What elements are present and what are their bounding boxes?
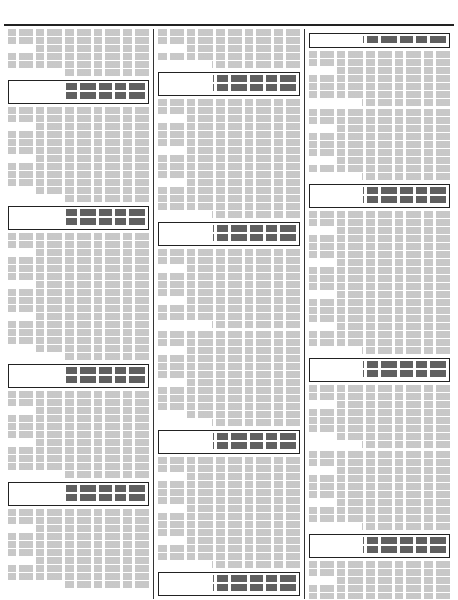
text-line-placeholder xyxy=(36,123,149,130)
section xyxy=(309,184,450,354)
text-line-placeholder xyxy=(187,115,300,122)
text-line-placeholder xyxy=(309,51,450,58)
text-line-placeholder xyxy=(36,439,149,446)
text-line-placeholder xyxy=(309,283,450,290)
text-line-placeholder xyxy=(8,509,149,516)
text-line-placeholder xyxy=(8,171,149,178)
section-heading-line xyxy=(162,584,295,593)
text-line-placeholder xyxy=(8,463,149,470)
text-line-placeholder xyxy=(158,553,299,560)
text-line-placeholder xyxy=(158,257,299,264)
section-heading xyxy=(309,534,450,558)
text-line-placeholder xyxy=(309,91,450,98)
text-line-placeholder xyxy=(8,233,149,240)
text-line-placeholder xyxy=(158,395,299,402)
section-heading-line xyxy=(12,376,145,385)
text-line-placeholder xyxy=(187,379,300,386)
section xyxy=(8,80,149,202)
text-line-placeholder xyxy=(158,107,299,114)
text-line-placeholder xyxy=(158,99,299,106)
section-heading xyxy=(309,358,450,382)
text-line-placeholder xyxy=(309,339,450,346)
text-line-placeholder xyxy=(158,273,299,280)
section xyxy=(158,222,299,426)
text-line-placeholder xyxy=(362,441,450,448)
text-line-placeholder xyxy=(363,537,446,544)
text-line-placeholder xyxy=(8,447,149,454)
section-heading-line xyxy=(162,433,295,442)
section-heading xyxy=(158,222,299,246)
text-line-placeholder xyxy=(309,117,450,124)
text-line-placeholder xyxy=(309,451,450,458)
section xyxy=(309,534,450,599)
text-line-placeholder xyxy=(363,36,446,43)
text-line-placeholder xyxy=(309,133,450,140)
text-line-placeholder xyxy=(62,353,150,360)
text-line-placeholder xyxy=(158,497,299,504)
text-line-placeholder xyxy=(337,499,450,506)
text-line-placeholder xyxy=(158,513,299,520)
text-line-placeholder xyxy=(158,249,299,256)
text-line-placeholder xyxy=(158,457,299,464)
text-line-placeholder xyxy=(8,273,149,280)
text-line-placeholder xyxy=(8,29,149,36)
text-line-placeholder xyxy=(36,155,149,162)
text-line-placeholder xyxy=(36,345,149,352)
section-heading xyxy=(8,482,149,506)
text-line-placeholder xyxy=(158,305,299,312)
section xyxy=(158,430,299,568)
section xyxy=(158,572,299,599)
text-line-placeholder xyxy=(309,491,450,498)
text-line-placeholder xyxy=(309,235,450,242)
paragraph xyxy=(158,457,299,568)
text-line-placeholder xyxy=(212,61,300,68)
text-line-placeholder xyxy=(8,139,149,146)
text-line-placeholder xyxy=(212,561,300,568)
text-line-placeholder xyxy=(187,505,300,512)
text-line-placeholder xyxy=(158,171,299,178)
text-line-placeholder xyxy=(8,305,149,312)
text-line-placeholder xyxy=(187,265,300,272)
text-line-placeholder xyxy=(309,307,450,314)
text-line-placeholder xyxy=(63,485,146,492)
paragraph xyxy=(158,249,299,328)
text-line-placeholder xyxy=(158,403,299,410)
text-line-placeholder xyxy=(337,259,450,266)
text-line-placeholder xyxy=(158,481,299,488)
text-line-placeholder xyxy=(8,541,149,548)
text-line-placeholder xyxy=(363,370,446,377)
text-line-placeholder xyxy=(309,475,450,482)
text-line-placeholder xyxy=(8,265,149,272)
text-line-placeholder xyxy=(63,494,146,501)
section-heading xyxy=(158,430,299,454)
text-line-placeholder xyxy=(337,291,450,298)
text-line-placeholder xyxy=(187,411,300,418)
text-line-placeholder xyxy=(158,489,299,496)
text-line-placeholder xyxy=(309,393,450,400)
section-heading xyxy=(8,206,149,230)
section xyxy=(8,482,149,588)
text-line-placeholder xyxy=(158,163,299,170)
text-line-placeholder xyxy=(309,425,450,432)
text-line-placeholder xyxy=(158,281,299,288)
text-line-placeholder xyxy=(8,131,149,138)
text-line-placeholder xyxy=(8,115,149,122)
text-line-placeholder xyxy=(8,163,149,170)
section-heading-line xyxy=(12,92,145,101)
text-line-placeholder xyxy=(63,209,146,216)
text-line-placeholder xyxy=(363,187,446,194)
text-line-placeholder xyxy=(158,363,299,370)
section-heading xyxy=(8,80,149,104)
column-middle xyxy=(154,29,304,599)
text-line-placeholder xyxy=(212,419,300,426)
section-heading-line xyxy=(162,75,295,84)
text-line-placeholder xyxy=(8,147,149,154)
text-line-placeholder xyxy=(213,584,296,591)
paragraph xyxy=(309,561,450,599)
section-heading-line xyxy=(162,84,295,93)
text-line-placeholder xyxy=(8,329,149,336)
text-line-placeholder xyxy=(187,537,300,544)
text-line-placeholder xyxy=(8,455,149,462)
text-line-placeholder xyxy=(63,218,146,225)
text-line-placeholder xyxy=(309,459,450,466)
text-line-placeholder xyxy=(36,313,149,320)
section-heading-line xyxy=(162,225,295,234)
text-line-placeholder xyxy=(8,289,149,296)
section-heading-line xyxy=(313,196,446,205)
text-line-placeholder xyxy=(8,107,149,114)
text-line-placeholder xyxy=(187,179,300,186)
text-line-placeholder xyxy=(158,195,299,202)
text-line-placeholder xyxy=(8,565,149,572)
paragraph xyxy=(8,509,149,588)
text-line-placeholder xyxy=(309,299,450,306)
text-line-placeholder xyxy=(8,391,149,398)
section-heading xyxy=(309,33,450,48)
section-heading-line xyxy=(12,494,145,503)
text-line-placeholder xyxy=(309,417,450,424)
text-line-placeholder xyxy=(187,147,300,154)
text-line-placeholder xyxy=(337,577,450,584)
text-line-placeholder xyxy=(62,471,150,478)
text-line-placeholder xyxy=(8,61,149,68)
text-line-placeholder xyxy=(8,297,149,304)
text-line-placeholder xyxy=(309,83,450,90)
section-heading xyxy=(8,364,149,388)
text-line-placeholder xyxy=(337,157,450,164)
section xyxy=(8,29,149,76)
text-line-placeholder xyxy=(158,139,299,146)
paragraph xyxy=(158,331,299,426)
text-line-placeholder xyxy=(213,575,296,582)
text-line-placeholder xyxy=(158,387,299,394)
column-right xyxy=(305,29,454,599)
section-heading-line xyxy=(313,546,446,555)
text-line-placeholder xyxy=(62,69,150,76)
text-line-placeholder xyxy=(187,45,300,52)
text-line-placeholder xyxy=(309,561,450,568)
section-heading-line xyxy=(313,187,446,196)
text-line-placeholder xyxy=(8,399,149,406)
text-line-placeholder xyxy=(309,149,450,156)
text-line-placeholder xyxy=(158,339,299,346)
section-heading-line xyxy=(313,361,446,370)
text-line-placeholder xyxy=(158,123,299,130)
text-line-placeholder xyxy=(213,84,296,91)
text-line-placeholder xyxy=(212,211,300,218)
text-line-placeholder xyxy=(309,409,450,416)
text-line-placeholder xyxy=(309,515,450,522)
section-heading xyxy=(158,72,299,96)
text-line-placeholder xyxy=(309,483,450,490)
text-line-placeholder xyxy=(36,45,149,52)
section xyxy=(158,29,299,68)
text-line-placeholder xyxy=(158,355,299,362)
text-line-placeholder xyxy=(309,219,450,226)
text-line-placeholder xyxy=(362,347,450,354)
text-line-placeholder xyxy=(36,281,149,288)
text-line-placeholder xyxy=(8,321,149,328)
text-line-placeholder xyxy=(213,225,296,232)
text-line-placeholder xyxy=(363,546,446,553)
text-line-placeholder xyxy=(363,361,446,368)
text-line-placeholder xyxy=(36,249,149,256)
text-line-placeholder xyxy=(309,251,450,258)
text-line-placeholder xyxy=(62,195,150,202)
text-line-placeholder xyxy=(63,367,146,374)
text-line-placeholder xyxy=(187,347,300,354)
text-line-placeholder xyxy=(158,131,299,138)
section-heading-line xyxy=(12,83,145,92)
section xyxy=(8,206,149,360)
text-line-placeholder xyxy=(63,376,146,383)
section-heading-line xyxy=(162,234,295,243)
text-line-placeholder xyxy=(309,165,450,172)
text-line-placeholder xyxy=(8,549,149,556)
text-line-placeholder xyxy=(8,179,149,186)
text-line-placeholder xyxy=(309,275,450,282)
text-line-placeholder xyxy=(158,371,299,378)
paragraph xyxy=(8,233,149,360)
text-line-placeholder xyxy=(158,465,299,472)
text-line-placeholder xyxy=(362,523,450,530)
text-line-placeholder xyxy=(309,59,450,66)
text-line-placeholder xyxy=(158,29,299,36)
text-line-placeholder xyxy=(337,401,450,408)
section xyxy=(309,358,450,530)
text-line-placeholder xyxy=(158,37,299,44)
text-line-placeholder xyxy=(309,593,450,599)
text-line-placeholder xyxy=(8,423,149,430)
text-line-placeholder xyxy=(213,433,296,440)
text-line-placeholder xyxy=(8,517,149,524)
text-line-placeholder xyxy=(362,173,450,180)
section-heading xyxy=(158,572,299,596)
text-line-placeholder xyxy=(212,321,300,328)
text-line-placeholder xyxy=(62,581,150,588)
paragraph xyxy=(158,29,299,68)
page-header xyxy=(4,4,454,26)
paragraph xyxy=(309,385,450,448)
text-line-placeholder xyxy=(309,315,450,322)
text-line-placeholder xyxy=(36,525,149,532)
text-line-placeholder xyxy=(36,557,149,564)
section-heading-line xyxy=(12,218,145,227)
paragraph xyxy=(309,109,450,180)
text-line-placeholder xyxy=(309,211,450,218)
text-line-placeholder xyxy=(158,331,299,338)
text-line-placeholder xyxy=(362,99,450,106)
section-heading-line xyxy=(313,370,446,379)
text-line-placeholder xyxy=(8,533,149,540)
section xyxy=(309,33,450,180)
text-line-placeholder xyxy=(309,75,450,82)
text-line-placeholder xyxy=(309,267,450,274)
paragraph xyxy=(309,451,450,530)
text-line-placeholder xyxy=(36,187,149,194)
text-line-placeholder xyxy=(36,407,149,414)
text-line-placeholder xyxy=(337,323,450,330)
section-heading xyxy=(309,184,450,208)
text-line-placeholder xyxy=(8,337,149,344)
text-line-placeholder xyxy=(8,37,149,44)
text-line-placeholder xyxy=(158,203,299,210)
text-line-placeholder xyxy=(63,92,146,99)
text-line-placeholder xyxy=(337,433,450,440)
text-line-placeholder xyxy=(309,331,450,338)
text-line-placeholder xyxy=(337,227,450,234)
text-line-placeholder xyxy=(187,297,300,304)
paragraph xyxy=(309,51,450,106)
text-line-placeholder xyxy=(158,313,299,320)
section-heading-line xyxy=(313,36,446,45)
text-line-placeholder xyxy=(309,507,450,514)
paragraph xyxy=(8,391,149,478)
text-line-placeholder xyxy=(8,431,149,438)
paragraph xyxy=(8,29,149,76)
text-line-placeholder xyxy=(8,573,149,580)
text-line-placeholder xyxy=(363,196,446,203)
section xyxy=(158,72,299,218)
text-line-placeholder xyxy=(158,53,299,60)
text-columns xyxy=(4,29,454,599)
text-line-placeholder xyxy=(337,467,450,474)
section-heading-line xyxy=(162,575,295,584)
text-line-placeholder xyxy=(158,187,299,194)
section-heading-line xyxy=(12,367,145,376)
text-line-placeholder xyxy=(8,241,149,248)
text-line-placeholder xyxy=(213,442,296,449)
text-line-placeholder xyxy=(309,385,450,392)
text-line-placeholder xyxy=(158,545,299,552)
text-line-placeholder xyxy=(309,109,450,116)
text-line-placeholder xyxy=(158,289,299,296)
text-line-placeholder xyxy=(63,83,146,90)
text-line-placeholder xyxy=(213,234,296,241)
text-line-placeholder xyxy=(158,521,299,528)
text-line-placeholder xyxy=(213,75,296,82)
text-line-placeholder xyxy=(309,569,450,576)
text-line-placeholder xyxy=(309,141,450,148)
column-left xyxy=(4,29,154,599)
text-line-placeholder xyxy=(8,257,149,264)
paragraph xyxy=(309,211,450,354)
text-line-placeholder xyxy=(309,585,450,592)
section-heading-line xyxy=(12,209,145,218)
paragraph xyxy=(158,99,299,218)
text-line-placeholder xyxy=(337,67,450,74)
text-line-placeholder xyxy=(337,125,450,132)
section-heading-line xyxy=(313,537,446,546)
text-line-placeholder xyxy=(158,529,299,536)
section xyxy=(8,364,149,478)
text-line-placeholder xyxy=(187,473,300,480)
text-line-placeholder xyxy=(158,155,299,162)
section-heading-line xyxy=(12,485,145,494)
paragraph xyxy=(8,107,149,202)
text-line-placeholder xyxy=(8,415,149,422)
text-line-placeholder xyxy=(309,243,450,250)
section-heading-line xyxy=(162,442,295,451)
text-line-placeholder xyxy=(8,53,149,60)
